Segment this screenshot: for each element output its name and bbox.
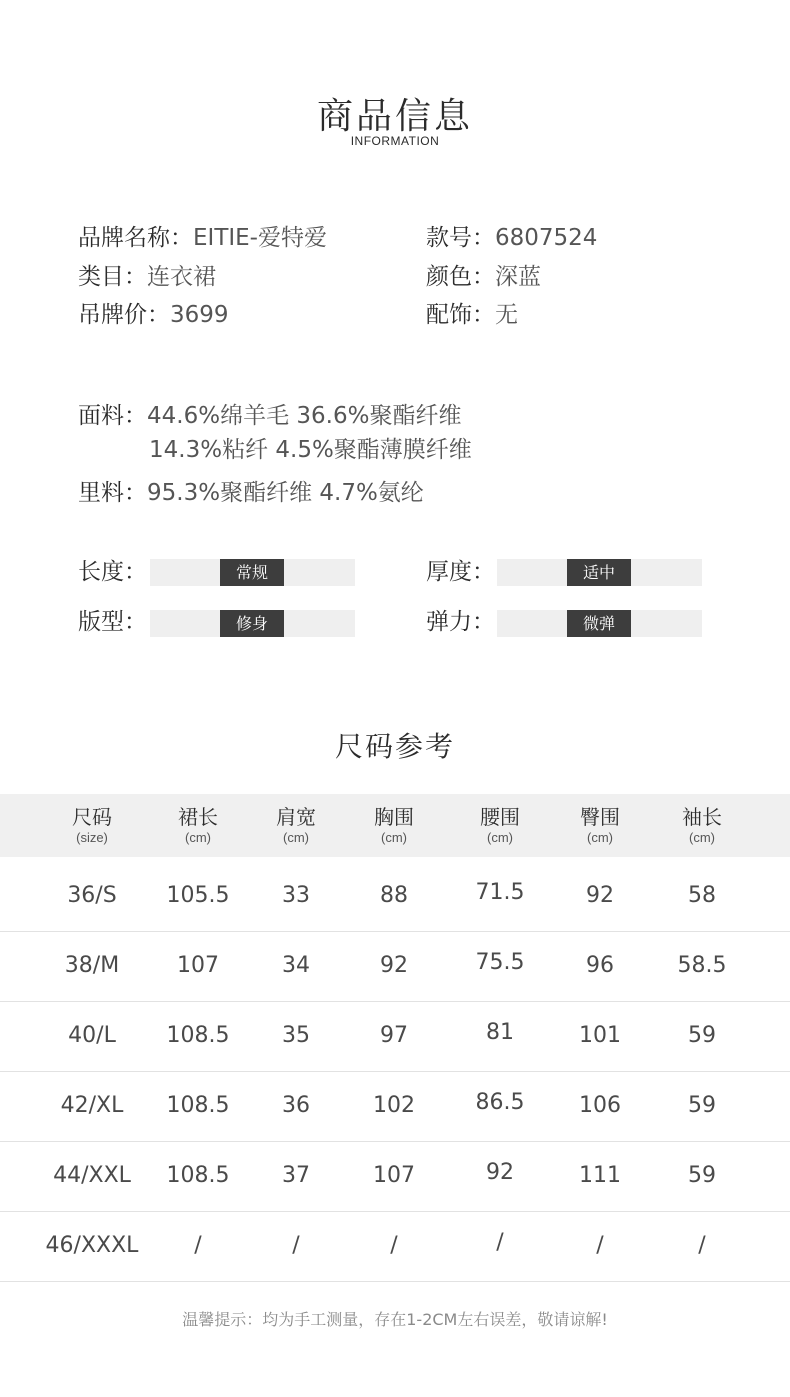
outer-fabric-row: [78, 401, 461, 431]
accessory-value: 无: [495, 302, 518, 328]
length-chip: 常规: [220, 559, 284, 586]
table-cell: 46/XXXL: [45, 1233, 139, 1258]
table-cell: 88: [380, 883, 408, 908]
table-cell: /: [698, 1233, 706, 1258]
table-cell: 38/M: [64, 953, 120, 978]
table-row: [0, 1140, 790, 1212]
column-header-sleeve: [642, 804, 762, 846]
table-cell: 33: [282, 883, 310, 908]
style-label: 款号：: [426, 225, 495, 251]
table-cell: /: [496, 1230, 504, 1255]
category-label: 类目：: [78, 264, 147, 290]
column-header-bust: [334, 804, 454, 846]
length-label: 长度：: [78, 559, 147, 585]
price-row: [78, 300, 229, 330]
table-cell: 106: [579, 1093, 621, 1118]
page-title: 商品信息: [316, 96, 473, 137]
page-subtitle: INFORMATION: [350, 134, 440, 148]
column-header-en: (cm): [185, 830, 211, 845]
price-value: 3699: [170, 302, 229, 328]
outer-fabric-label: 面料：: [78, 403, 147, 429]
color-value: 深蓝: [495, 264, 541, 290]
lining-label: 里料：: [78, 480, 147, 506]
column-header-cn: 肩宽: [276, 805, 316, 829]
table-cell: 107: [177, 953, 219, 978]
table-cell: 40/L: [68, 1023, 116, 1048]
table-row: [0, 930, 790, 1002]
table-cell: 86.5: [475, 1090, 525, 1115]
elasticity-label: 弹力：: [426, 609, 495, 635]
elasticity-chip: 微弹: [567, 610, 631, 637]
table-cell: 59: [688, 1023, 716, 1048]
column-header-cn: 胸围: [374, 805, 414, 829]
thickness-bar: [497, 559, 702, 586]
color-label: 颜色：: [426, 264, 495, 290]
column-header-en: (cm): [381, 830, 407, 845]
category-row: [78, 262, 216, 292]
table-cell: 59: [688, 1163, 716, 1188]
brand-label: 品牌名称：: [78, 225, 193, 251]
column-header-en: (cm): [487, 830, 513, 845]
thickness-chip: 适中: [567, 559, 631, 586]
fit-chip: 修身: [220, 610, 284, 637]
table-cell: 97: [380, 1023, 408, 1048]
thickness-label: 厚度：: [426, 559, 495, 585]
table-cell: 58: [688, 883, 716, 908]
table-cell: 37: [282, 1163, 310, 1188]
table-cell: 96: [586, 953, 614, 978]
color-row: [426, 262, 541, 292]
table-cell: 35: [282, 1023, 310, 1048]
size-table-header: [0, 794, 790, 857]
table-cell: 34: [282, 953, 310, 978]
length-bar: [150, 559, 355, 586]
table-cell: 108.5: [166, 1023, 230, 1048]
table-cell: /: [390, 1233, 398, 1258]
table-row: [0, 1000, 790, 1072]
table-cell: 92: [486, 1160, 514, 1185]
table-cell: 107: [373, 1163, 415, 1188]
table-cell: 102: [373, 1093, 415, 1118]
column-header-size: [32, 804, 152, 846]
table-cell: 101: [579, 1023, 621, 1048]
table-cell: 42/XL: [60, 1093, 124, 1118]
size-chart-title: 尺码参考: [334, 730, 455, 763]
style-value: 6807524: [495, 225, 598, 251]
fit-bar: [150, 610, 355, 637]
elasticity-bar: [497, 610, 702, 637]
fit-label: 版型：: [78, 609, 147, 635]
price-label: 吊牌价：: [78, 302, 170, 328]
column-header-en: (cm): [587, 830, 613, 845]
column-header-cn: 尺码: [72, 805, 112, 829]
table-cell: 36: [282, 1093, 310, 1118]
brand-row: [78, 223, 327, 253]
table-row: [0, 860, 790, 932]
table-cell: 92: [586, 883, 614, 908]
accessory-row: [426, 300, 518, 330]
table-cell: /: [292, 1233, 300, 1258]
brand-value: EITIE-爱特爱: [193, 225, 327, 251]
column-header-cn: 腰围: [480, 805, 520, 829]
table-cell: 44/XXL: [53, 1163, 131, 1188]
measurement-note: 温馨提示：均为手工测量，存在1-2CM左右误差，敬请谅解!: [182, 1310, 608, 1329]
table-cell: 81: [486, 1020, 514, 1045]
table-row: [0, 1070, 790, 1142]
table-cell: /: [596, 1233, 604, 1258]
outer-fabric-line2: 14.3%粘纤 4.5%聚酯薄膜纤维: [149, 437, 472, 463]
category-value: 连衣裙: [147, 264, 216, 290]
column-header-en: (size): [76, 830, 108, 845]
table-cell: /: [194, 1233, 202, 1258]
style-row: [426, 223, 597, 253]
table-cell: 92: [380, 953, 408, 978]
table-cell: 105.5: [166, 883, 230, 908]
table-cell: 36/S: [67, 883, 117, 908]
column-header-en: (cm): [283, 830, 309, 845]
lining-row: [78, 478, 424, 508]
table-cell: 59: [688, 1093, 716, 1118]
table-cell: 71.5: [475, 880, 525, 905]
outer-fabric-line1: 44.6%绵羊毛 36.6%聚酯纤维: [147, 403, 462, 429]
column-header-cn: 臀围: [580, 805, 620, 829]
column-header-cn: 袖长: [682, 805, 722, 829]
table-cell: 108.5: [166, 1163, 230, 1188]
table-row: [0, 1210, 790, 1282]
accessory-label: 配饰：: [426, 302, 495, 328]
column-header-cn: 裙长: [178, 805, 218, 829]
table-cell: 75.5: [475, 950, 525, 975]
table-cell: 108.5: [166, 1093, 230, 1118]
table-cell: 58.5: [677, 953, 727, 978]
column-header-en: (cm): [689, 830, 715, 845]
lining-value: 95.3%聚酯纤维 4.7%氨纶: [147, 480, 424, 506]
table-cell: 111: [579, 1163, 621, 1188]
